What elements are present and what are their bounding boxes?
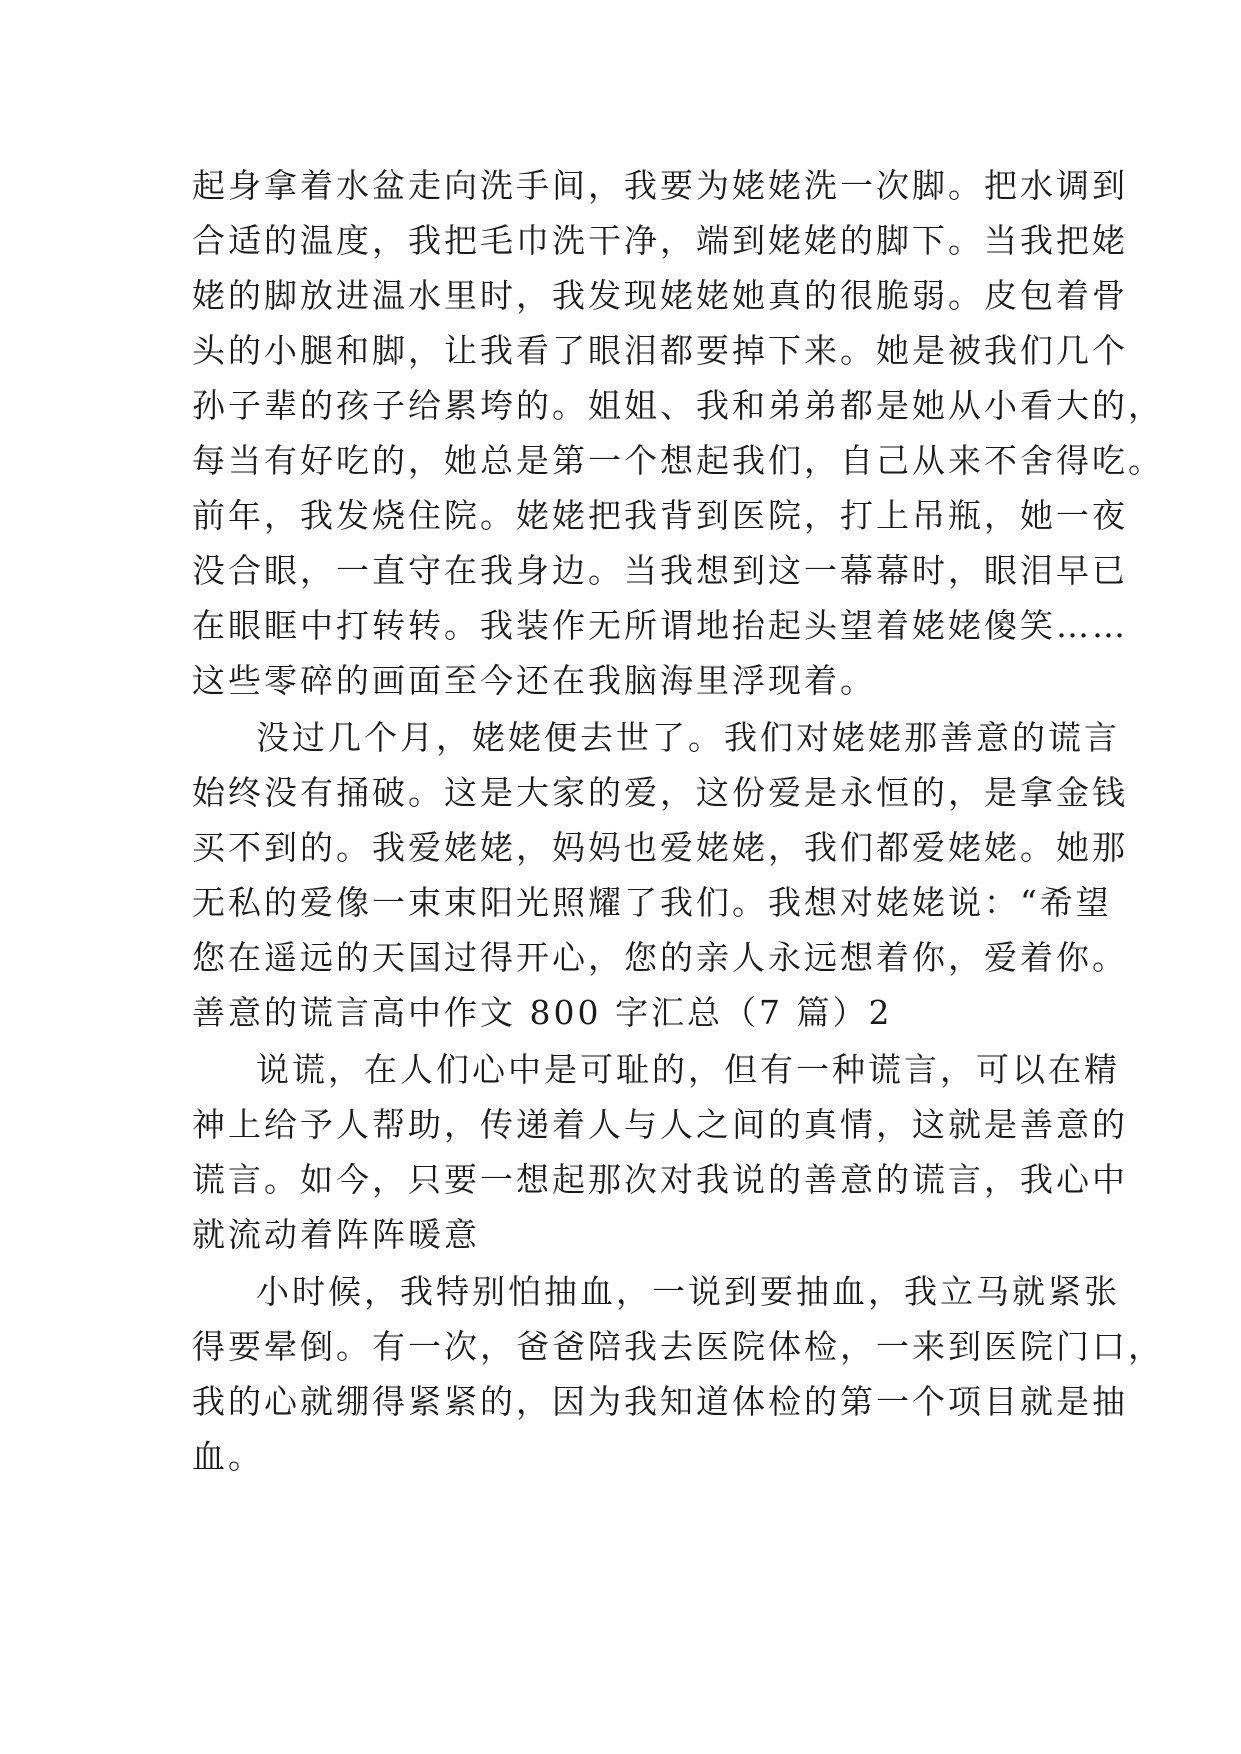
text-line: 孙子辈的孩子给累垮的。姐姐、我和弟弟都是她从小看大的， [192, 386, 1164, 425]
text-line: 始终没有捅破。这是大家的爱，这份爱是永恒的，是拿金钱 [192, 773, 1128, 812]
section-heading: 善意的谎言高中作文 800 字汇总（7 篇）2 [192, 993, 893, 1032]
paragraph-start-line: 说谎，在人们心中是可耻的，但有一种谎言，可以在精 [256, 1050, 1120, 1089]
text-line: 买不到的。我爱姥姥，妈妈也爱姥姥，我们都爱姥姥。她那 [192, 828, 1128, 867]
text-line: 没合眼，一直守在我身边。当我想到这一幕幕时，眼泪早已 [192, 551, 1128, 590]
text-line: 这些零碎的画面至今还在我脑海里浮现着。 [192, 661, 876, 700]
text-line: 在眼眶中打转转。我装作无所谓地抬起头望着姥姥傻笑…… [192, 606, 1128, 645]
text-line: 每当有好吃的，她总是第一个想起我们，自己从来不舍得吃。 [192, 441, 1164, 480]
text-line: 前年，我发烧住院。姥姥把我背到医院，打上吊瓶，她一夜 [192, 496, 1128, 535]
text-line: 起身拿着水盆走向洗手间，我要为姥姥洗一次脚。把水调到 [192, 166, 1128, 205]
text-line: 血。 [192, 1437, 264, 1476]
text-line: 谎言。如今，只要一想起那次对我说的善意的谎言，我心中 [192, 1160, 1128, 1199]
text-line: 无私的爱像一束束阳光照耀了我们。我想对姥姥说：“希望 [192, 883, 1112, 922]
text-line: 合适的温度，我把毛巾洗干净，端到姥姥的脚下。当我把姥 [192, 221, 1128, 260]
paragraph-start-line: 没过几个月，姥姥便去世了。我们对姥姥那善意的谎言 [256, 718, 1120, 757]
text-line: 就流动着阵阵暖意 [192, 1215, 480, 1254]
text-line: 神上给予人帮助，传递着人与人之间的真情，这就是善意的 [192, 1105, 1128, 1144]
text-line: 我的心就绷得紧紧的，因为我知道体检的第一个项目就是抽 [192, 1382, 1128, 1421]
text-line: 得要晕倒。有一次，爸爸陪我去医院体检，一来到医院门口， [192, 1327, 1164, 1366]
text-line: 您在遥远的天国过得开心，您的亲人永远想着你，爱着你。 [192, 938, 1128, 977]
paragraph-start-line: 小时候，我特别怕抽血，一说到要抽血，我立马就紧张 [256, 1272, 1120, 1311]
text-line: 姥的脚放进温水里时，我发现姥姥她真的很脆弱。皮包着骨 [192, 276, 1128, 315]
text-line: 头的小腿和脚，让我看了眼泪都要掉下来。她是被我们几个 [192, 331, 1128, 370]
